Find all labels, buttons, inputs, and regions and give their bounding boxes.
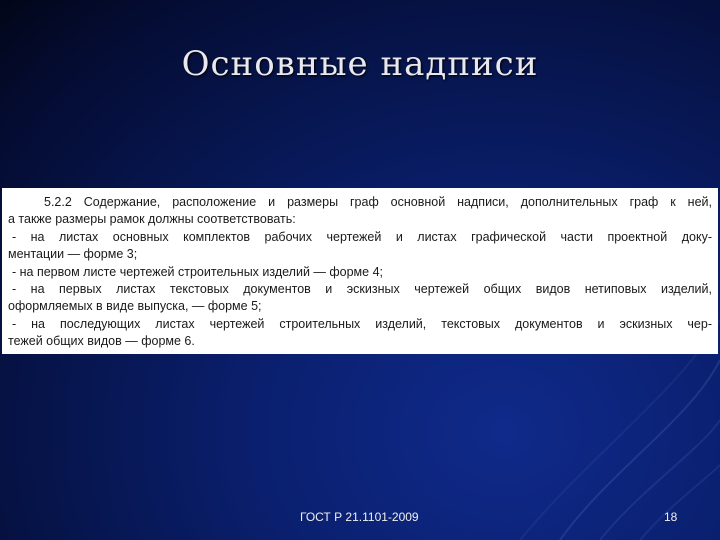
paragraph-line: - на первых листах текстовых документов и эскизных чертежей общих видов нетиповых изделий, bbox=[12, 282, 712, 297]
paragraph-line: а также размеры рамок должны соответствовать: bbox=[8, 212, 296, 227]
paragraph-line: оформляемых в виде выпуска, — форме 5; bbox=[8, 299, 262, 314]
paragraph-line: - на первом листе чертежей строительных изделий — форме 4; bbox=[12, 264, 384, 279]
page-number: 18 bbox=[664, 510, 678, 524]
paragraph-line: 5.2.2 Содержание, расположение и размеры граф основной надписи, дополнительных граф к ней, bbox=[44, 195, 712, 209]
paragraph-line: ментации — форме 3; bbox=[8, 247, 138, 262]
footer-source: ГОСТ Р 21.1101-2009 bbox=[300, 510, 419, 524]
paragraph-line: - на листах основных комплектов рабочих чертежей и листах графической части проектной доку- bbox=[12, 229, 712, 244]
text-excerpt-box bbox=[2, 188, 718, 354]
slide-title: Основные надписи bbox=[181, 44, 539, 84]
paragraph-line: - на последующих листах чертежей строительных изделий, текстовых документов и эскизных чер- bbox=[12, 316, 712, 331]
paragraph-line: тежей общих видов — форме 6. bbox=[8, 334, 195, 349]
